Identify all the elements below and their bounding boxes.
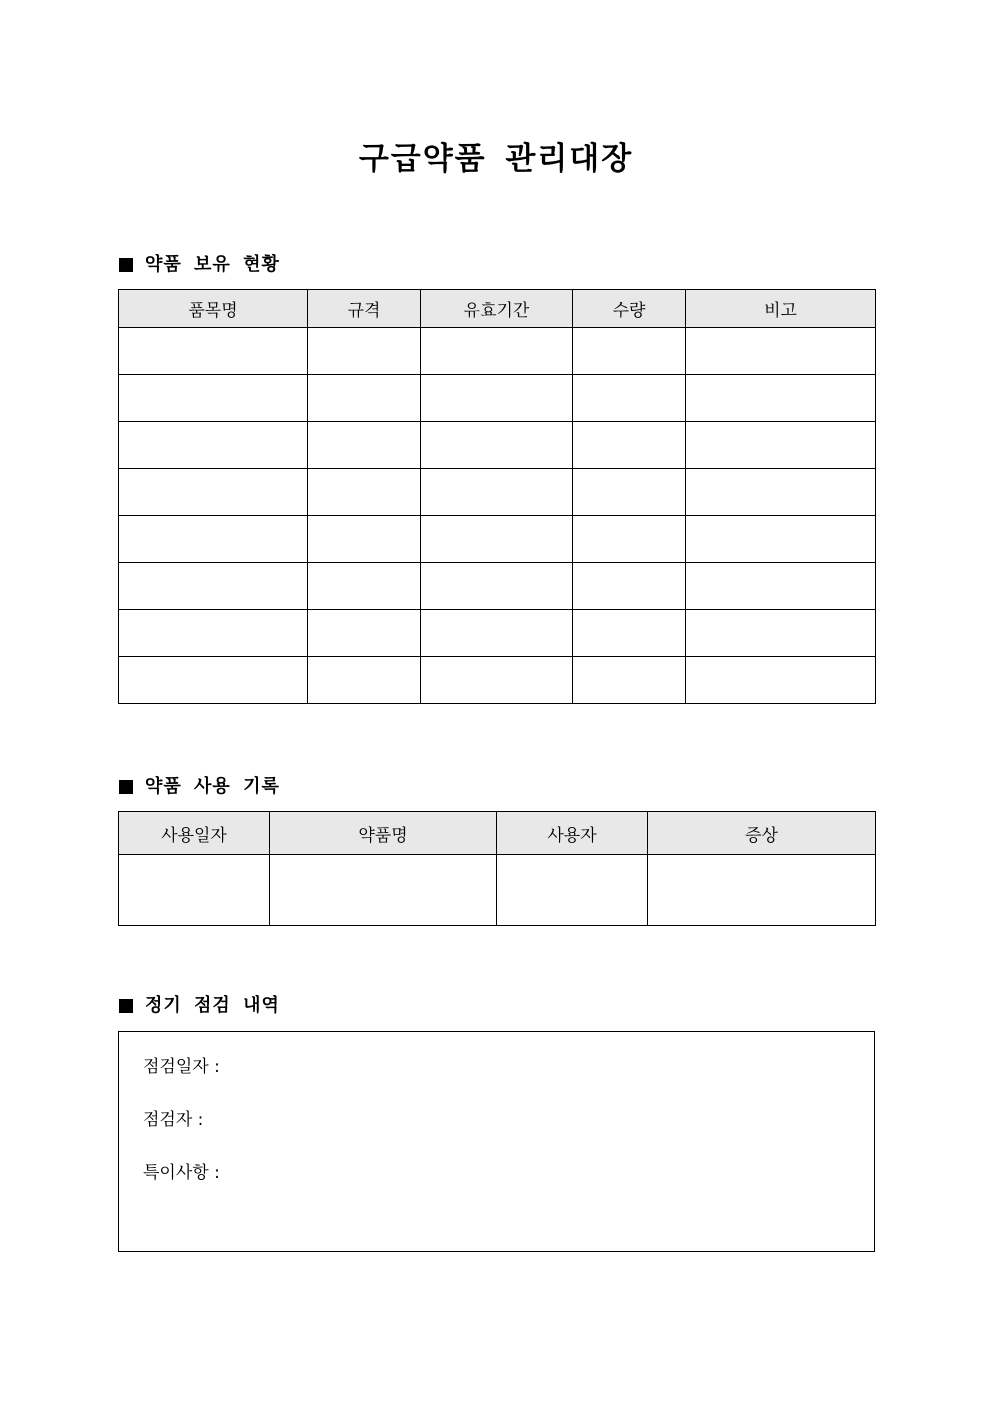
table-cell[interactable] <box>497 855 648 926</box>
black-square-icon <box>119 258 133 272</box>
table-cell[interactable] <box>648 855 876 926</box>
table-cell[interactable] <box>308 422 421 469</box>
inspection-date-label: 점검일자 : <box>143 1057 220 1077</box>
column-header-expiry: 유효기간 <box>421 290 573 328</box>
table-row <box>119 422 876 469</box>
table-cell[interactable] <box>308 563 421 610</box>
table-cell[interactable] <box>308 375 421 422</box>
column-header-symptom: 증상 <box>648 812 876 855</box>
table-cell[interactable] <box>573 516 686 563</box>
table-cell[interactable] <box>119 855 270 926</box>
table-cell[interactable] <box>421 563 573 610</box>
table-cell[interactable] <box>119 563 308 610</box>
table-cell[interactable] <box>119 516 308 563</box>
table-row <box>119 657 876 704</box>
table-row <box>119 328 876 375</box>
table-row <box>119 516 876 563</box>
table-cell[interactable] <box>421 516 573 563</box>
table-cell[interactable] <box>119 422 308 469</box>
section-title: 약품 보유 현황 <box>145 254 280 275</box>
black-square-icon <box>119 999 133 1013</box>
table-cell[interactable] <box>686 328 876 375</box>
table-cell[interactable] <box>421 657 573 704</box>
column-header-quantity: 수량 <box>573 290 686 328</box>
table-cell[interactable] <box>573 422 686 469</box>
inspection-box <box>118 1031 875 1252</box>
table-cell[interactable] <box>308 328 421 375</box>
table-cell[interactable] <box>421 328 573 375</box>
column-header-date: 사용일자 <box>119 812 270 855</box>
table-cell[interactable] <box>686 610 876 657</box>
table-cell[interactable] <box>119 328 308 375</box>
table-cell[interactable] <box>119 657 308 704</box>
table-row <box>119 375 876 422</box>
column-header-spec: 규격 <box>308 290 421 328</box>
table-cell[interactable] <box>573 657 686 704</box>
table-cell[interactable] <box>421 469 573 516</box>
table-cell[interactable] <box>119 610 308 657</box>
table-cell[interactable] <box>573 469 686 516</box>
table-cell[interactable] <box>308 516 421 563</box>
table-cell[interactable] <box>421 375 573 422</box>
table-cell[interactable] <box>119 469 308 516</box>
table-row <box>119 469 876 516</box>
section-title: 정기 점검 내역 <box>145 995 280 1016</box>
table-row <box>119 610 876 657</box>
table-cell[interactable] <box>686 422 876 469</box>
section-heading-holdings <box>119 253 280 277</box>
inspector-label: 점검자 : <box>143 1110 204 1130</box>
table-cell[interactable] <box>421 422 573 469</box>
table-cell[interactable] <box>686 657 876 704</box>
table-cell[interactable] <box>573 375 686 422</box>
table-cell[interactable] <box>119 375 308 422</box>
table-cell[interactable] <box>686 563 876 610</box>
table-header-row <box>119 290 876 328</box>
document-title: 구급약품 관리대장 <box>358 141 634 177</box>
table-header-row <box>119 812 876 855</box>
table-row <box>119 855 876 926</box>
column-header-medicine-name: 약품명 <box>270 812 497 855</box>
remarks-label: 특이사항 : <box>143 1163 220 1183</box>
table-cell[interactable] <box>308 610 421 657</box>
table-cell[interactable] <box>573 328 686 375</box>
table-cell[interactable] <box>308 469 421 516</box>
table-cell[interactable] <box>686 516 876 563</box>
column-header-remarks: 비고 <box>686 290 876 328</box>
section-heading-usage <box>119 775 280 799</box>
table-cell[interactable] <box>270 855 497 926</box>
usage-table <box>118 811 876 926</box>
table-cell[interactable] <box>573 610 686 657</box>
table-cell[interactable] <box>573 563 686 610</box>
section-heading-inspection <box>119 994 280 1018</box>
table-cell[interactable] <box>686 469 876 516</box>
table-cell[interactable] <box>421 610 573 657</box>
column-header-item-name: 품목명 <box>119 290 308 328</box>
section-title: 약품 사용 기록 <box>145 776 280 797</box>
table-cell[interactable] <box>308 657 421 704</box>
table-row <box>119 563 876 610</box>
black-square-icon <box>119 780 133 794</box>
holdings-table <box>118 289 876 704</box>
table-cell[interactable] <box>686 375 876 422</box>
column-header-user: 사용자 <box>497 812 648 855</box>
